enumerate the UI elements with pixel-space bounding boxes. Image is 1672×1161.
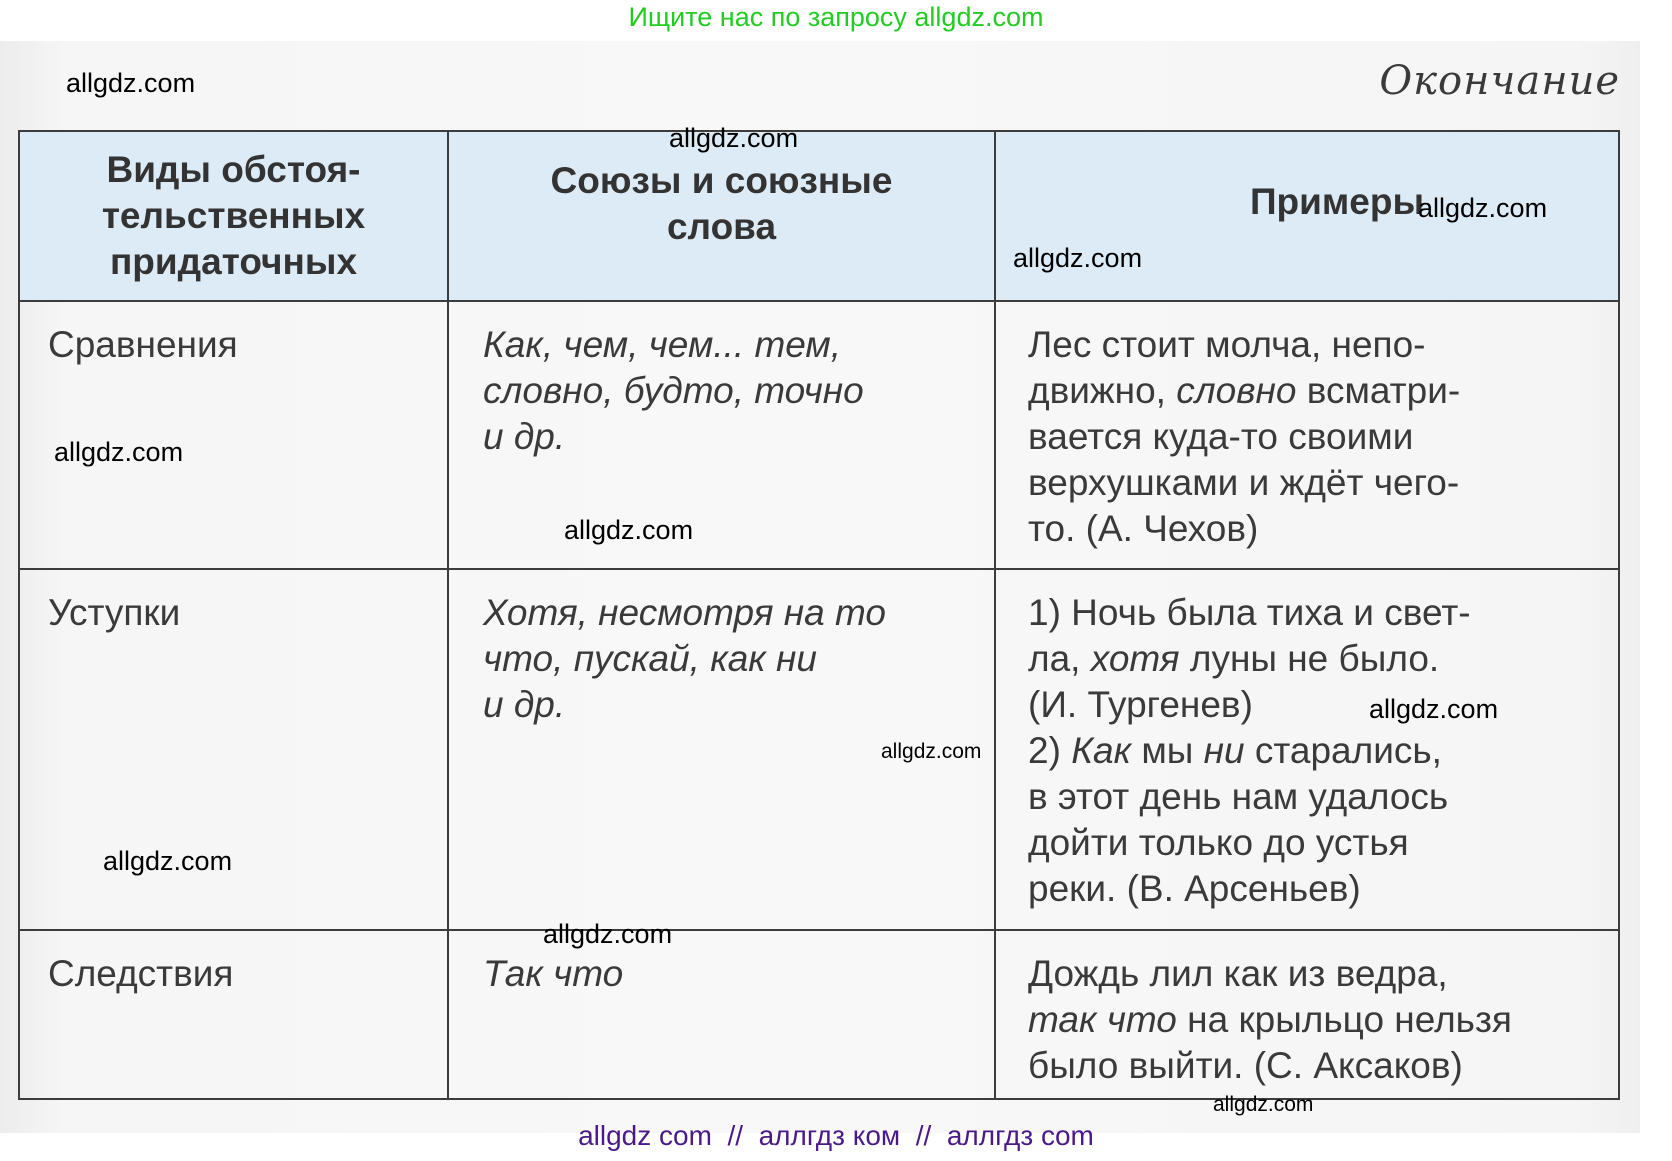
watermark: allgdz.com	[1213, 1093, 1314, 1116]
watermark: allgdz.com	[66, 68, 196, 98]
clause-type-cell: Следствия	[19, 930, 448, 1099]
watermark: allgdz.com	[1013, 243, 1143, 273]
table-row	[19, 930, 1619, 1099]
watermark: allgdz.com	[564, 515, 694, 545]
watermark: allgdz.com	[1418, 193, 1548, 223]
table-row	[19, 569, 1619, 930]
clause-type-cell: Сравнения	[19, 301, 448, 569]
watermark: allgdz.com	[1369, 694, 1499, 724]
subordinate-clauses-table	[18, 130, 1620, 1100]
example-cell: Дождь лил как из ведра, так что на крыльцо нельзя было выйти. (С. Аксаков)	[995, 930, 1619, 1099]
watermark: allgdz.com	[543, 919, 673, 949]
watermark: allgdz.com	[669, 123, 799, 153]
header-conjunctions: Союзы и союзные слова	[448, 131, 995, 301]
watermark: allgdz.com	[103, 846, 233, 876]
header-examples: Примеры	[995, 131, 1619, 301]
example-cell: 1) Ночь была тиха и свет- ла, хотя луны не было. (И. Тургенев) 2) Как мы ни старались, в этот день нам удалось дойти только до устья реки. (В. Арсеньев)	[995, 569, 1619, 930]
page-title: Окончание	[1379, 58, 1620, 104]
conjunctions-cell: Так что	[448, 930, 995, 1099]
watermark: allgdz.com	[54, 437, 184, 467]
table-row	[19, 301, 1619, 569]
example-cell: Лес стоит молча, непо- движно, словно всматри- вается куда-то своими верхушками и ждёт чего- то. (А. Чехов)	[995, 301, 1619, 569]
clause-type-cell: Уступки	[19, 569, 448, 930]
conjunctions-cell: Хотя, несмотря на то что, пускай, как ни и др.	[448, 569, 995, 930]
conjunctions-cell: Как, чем, чем... тем, словно, будто, точно и др.	[448, 301, 995, 569]
table-header-row	[19, 131, 1619, 301]
footer-watermark: allgdz com // аллгдз ком // аллгдз com	[578, 1120, 1094, 1151]
watermark: allgdz.com	[881, 740, 982, 763]
top-banner: Ищите нас по запросу allgdz.com	[628, 2, 1044, 32]
header-clause-types: Виды обстоя- тельственных придаточных	[19, 131, 448, 301]
